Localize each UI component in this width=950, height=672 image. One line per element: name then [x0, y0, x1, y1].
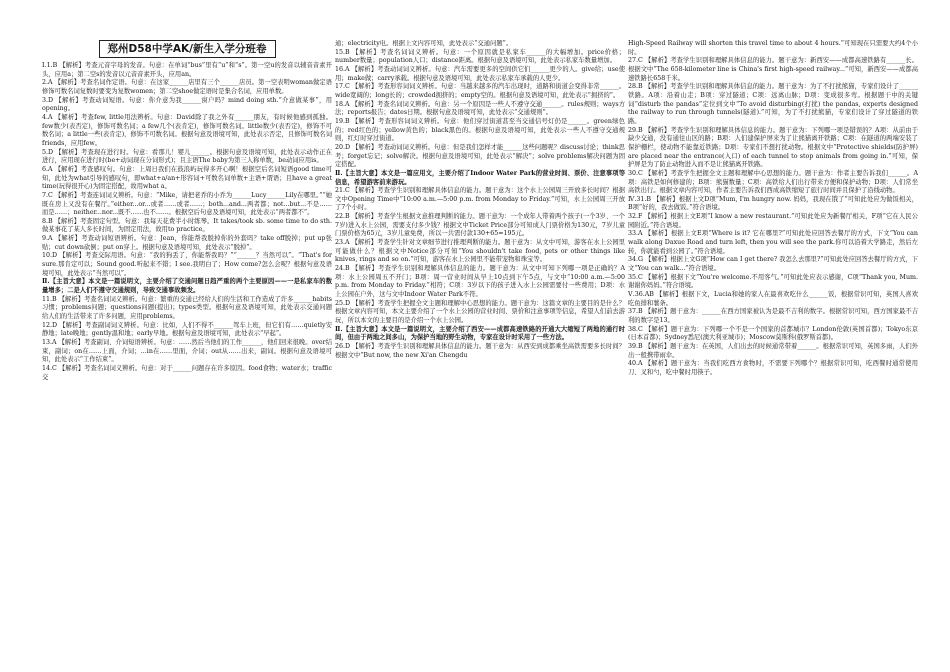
- answer-paragraph: 25.D 【解析】考查学生把握全文主题和理解中心思想的能力。题干意为：这篇文章的主要目的是什么？根据文章内容可知，本文主要介绍了一个水上公园的营业时间、票价和注意事项等信息，希望人们前去游玩，所以本文的主要目的是介绍一个水上公园。: [335, 299, 625, 324]
- answer-paragraph: Ⅳ.31.B 【解析】根据上文D项“Mum, I'm hungry now. 妈妈，我现在饿了”可知此处应为做饭相关，B项“好的，我去做饭。”符合语境。: [628, 195, 918, 212]
- answer-paragraph: 11.B 【解析】考查名词词义辨析。句意：繁重的交通已经给人们的生活和工作造成了许多______habits习惯；problems问题；questions问题(提出)；types类型。根据句意及语境可知，此处表示交通问题给人们的生活带来了许多问题，应用problems。: [42, 295, 332, 321]
- answer-paragraph: 16.A 【解析】考查动词词义辨析。句意：汽车需要更多的空间供它们______更少的人。give给；use使用；make做；carry承载。根据句意及语境可知，此处表示私家车承载的人更少。: [335, 65, 625, 82]
- answer-paragraph: 6.A 【解析】考查感叹句。句意：上周日我们在鼓浪屿玩得多开心啊！根据空后名词短语good time可知，此处为what引导的感叹句，即what+a/an+形容词+可数名词单数+主语+谓语；且have a great time(玩得很开心)为固定搭配，故用what a。: [42, 165, 332, 191]
- answer-paragraph: 24.B 【解析】考查学生识别和理解具体信息的能力。题干意为：从文中可知下列哪一项是正确的？A项：水上公园周五不开门；B项：周一营业时间从早上10点到下午5点，与文中“10:00 a.m.—5:00 p.m. from Monday to Friday.”相符；C项：3岁以下的孩子进入水上公园需要付一些费用；D项：水上公园在户外，这与文中Indoor Water Park不符。: [335, 265, 625, 299]
- answer-paragraph: 17.C 【解析】考查形容词词义辨析。句意：当越来越多的汽车出现时，道路和街道会变得非常______。wide宽阔的；long长的；crowded拥挤的；empty空的。根据句意及语境可知，此处表示“拥挤的”。: [335, 83, 625, 99]
- answer-paragraph: 40.A 【解析】题干意为：当我们吃西方食物时，不需要下列哪个？根据常识可知，吃西餐时通常使用刀、叉和勺，吃中餐时用筷子。: [628, 360, 918, 376]
- answer-paragraph: 28.B 【解析】考查学生识别和理解具体信息的能力。题干意为：为了不打扰熊猫，专家们设计了______铁路。A项：沿着山走；B项：穿过隧道；C项：远离山脉；D项：变成很多弯。根据题干中的关键词“disturb the pandas”定位到文中“To avoid disturbing(打扰) the pandas, experts designed the railway to run through tunnels(隧道).”可知，为了不打扰熊猫，专家们设计了穿过隧道的铁路。: [628, 83, 918, 125]
- answer-paragraph: 32.F 【解析】根据上文E项“I know a new restaurant.”可知此处应为新餐厅相关，F项“它在人民公园附近。”符合语境。: [628, 213, 918, 229]
- answer-paragraph: 10.D 【解析】考查交际用语。句意：“我的狗丢了，你能帮我吗？”“______？当然可以”。“That's for sure.那肯定可以；Sound good.听起来不错；I see.我明白了；How come?怎么会呢？根据句意及语境可知，此处表示“当然可以”。: [42, 252, 332, 277]
- answer-column-left: [42, 40, 332, 660]
- answer-paragraph: 29.B 【解析】考查学生识别和理解具体信息的能力。题干意为：下列哪一项是错误的？A项：从前由于缺少交通，没有通往山区的路；B项：人们建保护屏来为了让熊猫离开铁路；C项：在隧道的两端安装了保护栅栏，使动物不能靠近铁路；D项：专家们不想打扰动物。根据文中“Protective shields(防护屏) are placed near the entrance(入口) of each tunnel to stop animals from going in.”可知，保护屏是为了防止动物进入而不是让熊猫离开铁路。: [628, 126, 918, 169]
- answer-paragraph: 7.C 【解析】考查连词词义辨析。句意：“Mike，请把老乔的小乔为______Lucy______Lily在哪里。”“她既在房上又没有在餐厅。”either...or...或者……或者……；both...and...两者都；not...but...不是……而是……；neither...nor...既不……也不……。根据空后句意及语境可知，此处表示“两者都不”。: [42, 191, 332, 217]
- answer-paragraph: 13.A 【解析】考查副词、介词短语辨析。句意：……然后当他们的工作______，他们回来很晚。over结束，副词；on在……上面，介词；…in在……里面，介词；out从……出来，副词。根据句意及语境可知，此处表示“工作结束”。: [42, 339, 332, 364]
- answer-paragraph: 19.B 【解析】考查形容词词义辨析。句意：他们穿过街道甚至当交通信号灯仍是______。green绿色的；red红色的；yellow黄色的；black黑色的。根据句意及语境可知，此处表示一些人不遵守交通规则，红灯时穿过街道。: [335, 117, 625, 143]
- answer-paragraph: 23.A 【解析】考查学生针对文章细节进行推理判断的能力。题干意为：从文中可知，游客在水上公园里可能做什么？根据文中Notice部分可知“You shouldn't take food, pets or other things like knives, rings and so on.”可知，游客在水上公园里不能带宠物和珠宝等。: [335, 239, 625, 264]
- answer-paragraph: 14.C 【解析】考查名词词义辨析。句意：对于______问题存在许多原因。food食物；water水；traffic交: [42, 364, 332, 381]
- answer-paragraph: 33.A 【解析】根据上文E项“Where is it? 它在哪里?”可知此处应回答去餐厅的方式，下文“You can walk along Daxue Road and turn left, then you will see the park.你可以沿着大学路走，然后左转，你就能看到公园了。”符合语境。: [628, 230, 918, 255]
- answer-paragraph: 38.C 【解析】题干意为：下列哪一个不是一个国家的首都城市？London伦敦(英国首都)；Tokyo东京(日本首都)；Sydney悉尼(澳大利亚城市)；Moscow莫斯科(俄罗斯首都)。: [628, 325, 918, 342]
- answer-paragraph: 2.A 【解析】考查名词作定语。句意：在这家______店里有三个______店员。第一空表明woman做定语修饰可数名词复数时要变为复数women；第二空shoe做定语时是集合名词，应用单数。: [42, 79, 332, 95]
- answer-paragraph: 8.B 【解析】考查固定句型。句意：我每天花费半小时练琴。It takes/took sb. some time to do sth.做某事花了某人多长时间，为固定用法，故用to practice。: [42, 217, 332, 234]
- answer-paragraph: 26.D 【解析】考查学生识别和理解具体信息的能力。题干意为：从西安到成都乘坐高铁需要多长时间？根据文中“But now, the new Xi'an Chengdu: [335, 342, 625, 359]
- answer-paragraph: 20.D 【解析】考查动词词义辨析。句意：但是我们怎样才能______这些问题呢？discuss讨论；think思考；forget忘记；solve解决。根据句意及语境可知，此处表示“解决”；solve problems解决问题为固定搭配。: [335, 143, 625, 169]
- answer-paragraph: 34.G 【解析】根据上文G项“How can I get there? 我怎么去那里?”可知此处应回答去餐厅的方式，下文“You can walk...”符合语境。: [628, 256, 918, 273]
- answer-paragraph: 通；electricity电。根据上文内容可知，此处表示“交通问题”。: [335, 40, 513, 47]
- answer-paragraph: 22.B 【解析】考查学生根据文意推理判断的能力。题干意为：一个成年人带着两个孩子(一个3岁、一个7岁)进入水上公园，需要支付多少钱？根据文中Ticket Price部分可知成人门票价格为130元，7岁儿童门票价格为65元，3岁儿童免费，所以一共需付款130+65=195元。: [335, 213, 625, 238]
- answer-paragraph: 21.C 【解析】考查学生识别和理解具体信息的能力。题干意为：这个水上公园周三开放多长时间？根据文中Opening Time中“10:00 a.m.—5:00 p.m. from Monday to Friday.”可知，水上公园周三开放了7个小时。: [335, 187, 625, 212]
- answer-column-middle: [335, 40, 625, 660]
- answer-paragraph: 9.A 【解析】考查动词短语辨析。句意：Jean，你能帮我脱掉你的外套吗？take off脱掉；put up张贴；cut down砍倒；put on穿上。根据句意及语境可知，此处表示“脱掉”。: [42, 235, 332, 251]
- passage-summary: Ⅱ.【主旨大意】本文是一篇应用文，主要介绍了Indoor Water Park的营业时间、票价、注意事项等信息，希望游客前来游玩。: [335, 169, 625, 186]
- answer-paragraph: 27.C 【解析】考查学生识别和理解具体信息的能力。题干意为：新西安——成都高速铁路有______长。根据文中“The 658-kilometer line is China's first high-speed railway...”可知，新西安——成都高速铁路长658千米。: [628, 57, 918, 82]
- answer-paragraph: 35.C 【解析】根据下文“You're welcome.不用客气。”可知此处应表示感谢，C项“Thank you, Mum.谢谢你妈妈。”符合语境。: [628, 273, 918, 290]
- passage-summary: Ⅱ.【主旨大意】本文是一篇说明文，主要介绍了西安——成都高速铁路的开通大大缩短了两地的通行时间，但由于两地之间多山，为保护当地的野生动物，专家在设计时采用了一些方法。: [335, 325, 625, 342]
- answer-paragraph: 5.D 【解析】考查现在进行时。句意：看那儿！婴儿______。根据句意及语境可知，此处表示动作正在进行，应用现在进行时(be+动词现在分词形式)；且主语The baby为第三人称单数，be动词应用is。: [42, 148, 332, 165]
- answer-paragraph: High-Speed Railway will shorten this travel time to about 4 hours.”可知现在只需要大约4个小时。: [628, 40, 918, 56]
- answer-paragraph: Ⅴ.36.AB 【解析】根据下文，Lucia和她的家人在最喜欢吃什么______饭，根据常识可知，英国人喜欢吃鱼排和薯条。: [628, 291, 918, 307]
- answer-paragraph: Ⅰ.1.B 【解析】考查元音字母的发音。句意：在单词“bus”里有“u”和“s”。第一空u的发音以辅音音素开头，应用a；第二空s的发音以元音音素开头，应用an。: [42, 62, 332, 78]
- document-title: 郑州D58中学AK/新生入学分班卷: [99, 40, 276, 58]
- answer-paragraph: 12.D 【解析】考查副词词义辨析。句意：比如，人们不得不______驾车上班，但它们有……quietly安静地；late晚地；gently温和地；early早地。根据句意及语境可知，此处表示“早起”。: [42, 321, 332, 338]
- answer-paragraph: 15.B 【解析】考查名词词义辨析。句意：一个原因就是私家车______的大幅增加。price价格；number数量；population人口；distance距离。根据句意及语境可知，此处表示私家车数量增加。: [335, 48, 625, 65]
- answer-paragraph: 37.B 【解析】题干意为：______在西方国家被认为是最不吉利的数字。根据常识可知，西方国家最不吉利的数字是13。: [628, 308, 918, 324]
- answer-paragraph: 4.A 【解析】考查few, little用法辨析。句意：David除了我之外有______朋友，有时候他感到孤独。few数少(表否定)，修饰可数名词；a few几个(表肯定)，修饰可数名词。little数少(表否定)，修饰不可数名词；a little一些(表肯定)，修饰不可数名词。根据句意及语境可知，此处表示否定，且修饰可数名词friends，应用few。: [42, 113, 332, 147]
- answer-paragraph: 39.B 【解析】题干意为：在英国，人们出去的时候通常带着______。根据常识可知，英国多雨，人们外出一般携带雨伞。: [628, 342, 918, 359]
- answer-paragraph: 18.A 【解析】考查名词词义辨析。句意：另一个原因是一些人不遵守交通______。rules规则；ways方法；reports报告；dates日期。根据句意及语境可知，此处表示“交通规则”。: [335, 100, 625, 117]
- answer-column-right: [628, 40, 918, 660]
- answer-paragraph: 30.C 【解析】考查学生把握全文主题和理解中心思想的能力。题干意为：作者主要告诉我们______。A项：高铁是如何修建的；B项：熊猫数量；C项：高铁给人们出行带来方便和保护动物；D项：人们常坐高铁出行。根据文章内容可知，作者主要告诉我们西成高铁缩短了旅行时间并且保护了沿线动物。: [628, 169, 918, 195]
- answer-paragraph: 3.D 【解析】考查动词短语。句意：你介意为我______窗户吗？mind doing sth.“介意做某事”，用opening。: [42, 96, 332, 113]
- passage-summary: Ⅱ.【主旨大意】本文是一篇说明文，主要介绍了交通问题日趋严重的两个主要原因——一是私家车的数量增多；二是人们不遵守交通规则，导致交通事故频发。: [42, 278, 332, 295]
